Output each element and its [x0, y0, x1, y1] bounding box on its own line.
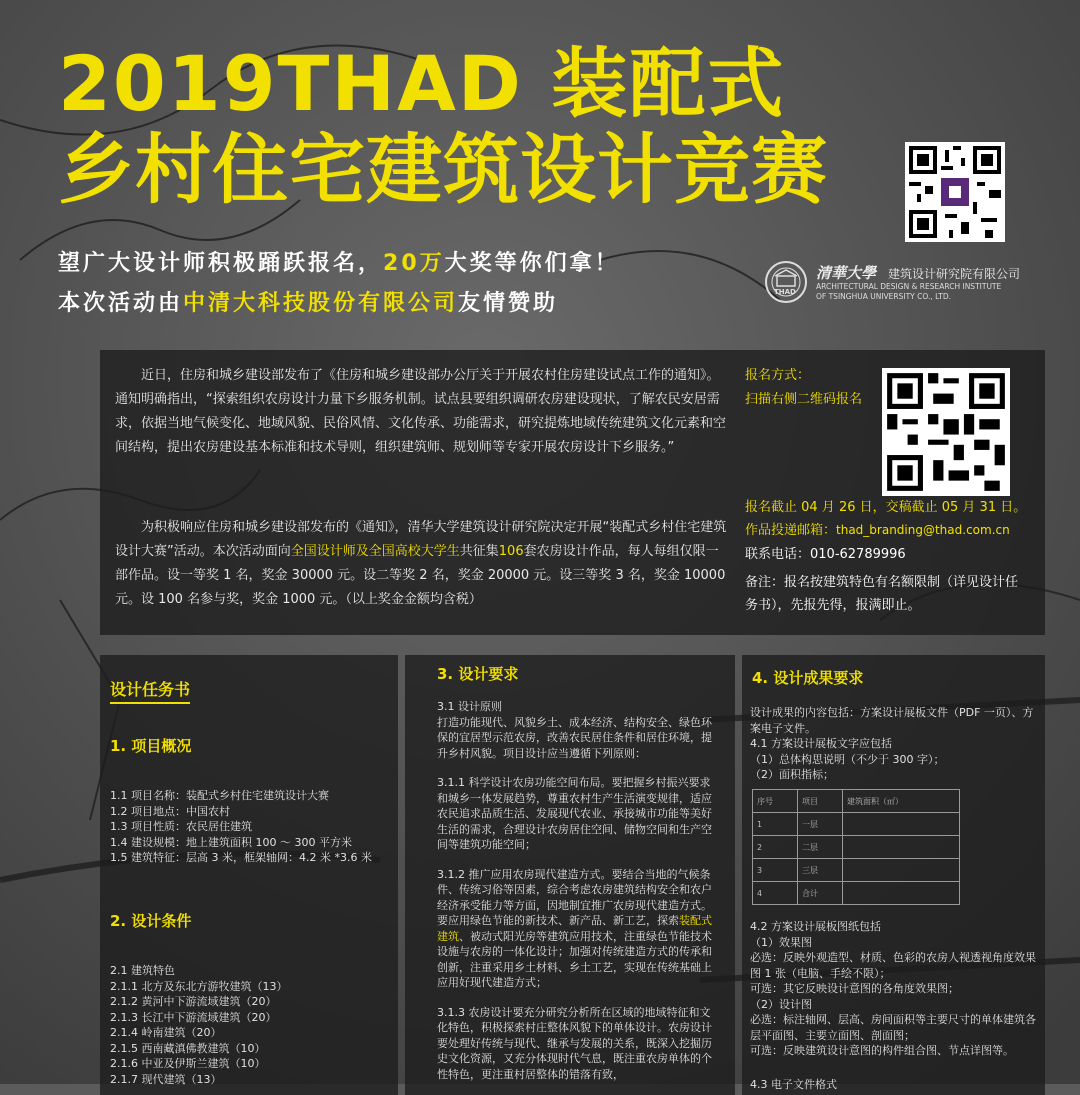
table-cell: 4: [753, 882, 798, 905]
table-cell: 1: [753, 813, 798, 836]
paragraph: 设计成果的内容包括：方案设计展板文件（PDF 一页）、方案电子文件。: [750, 706, 1034, 735]
logo-badge: THAD: [774, 288, 796, 296]
thad-logo: [764, 258, 1026, 308]
logo-org-en-1: ARCHITECTURAL DESIGN & RESEARCH INSTITUTE: [816, 282, 1002, 291]
list-item: 2.1.6 中亚及伊斯兰建筑（10）: [110, 1057, 266, 1070]
logo-org-cn: 建筑设计研究院有限公司: [888, 267, 1021, 281]
table-cell: [843, 836, 960, 859]
table-row: [753, 836, 960, 859]
table-cell: 3: [753, 859, 798, 882]
list-item: 1.1 项目名称：装配式乡村住宅建筑设计大赛: [110, 789, 329, 802]
logo-name-cn: 清華大學: [816, 264, 877, 282]
intro-text: 共征集: [459, 544, 499, 559]
table-header: 序号: [753, 790, 798, 813]
paragraph: 可选：反映建筑设计意图的构件组合图、节点详图等。: [750, 1044, 1014, 1057]
signup-label: 报名方式：: [745, 368, 811, 383]
list-item: 2.1 建筑特色: [110, 964, 175, 977]
paragraph-text: 3.1.2 推广应用农房现代建造方式。要结合当地的气候条件、传统习俗等因素，综合考虑农房建筑结构安全和农户经济承受能力等方面，因地制宜推广农房现代建造方式。要应用绿色节能的新技术、新产品、新工艺，探索: [437, 867, 712, 927]
task-book-column: [100, 655, 398, 1095]
subtitle-text: 本次活动由: [58, 291, 184, 316]
university-seal-icon: [764, 260, 808, 304]
logo-org-en-2: OF TSINGHUA UNIVERSITY CO., LTD.: [816, 292, 952, 301]
table-header: 建筑面积（㎡）: [843, 790, 960, 813]
list-item: 2.1.2 黄河中下游流域建筑（20）: [110, 995, 277, 1008]
paragraph: 必选：标注轴网、层高、房间面积等主要尺寸的单体建筑各层平面图、主要立面图、剖面图；: [750, 1013, 1036, 1042]
task-book-heading: 设计任务书: [110, 677, 190, 704]
paragraph: 3.1.3 农房设计要充分研究分析所在区域的地域特征和文化特色，积极探索村庄整体风貌下的单体设计。农房设计要处理好传统与现代、继承与发展的关系，既深入挖掘历史文化资源，又充分体现时代气息，既注重农房单体的个性特色，更注重村居整体的错落有致，: [437, 1005, 712, 1081]
design-requirements-heading: 3. 设计要求: [437, 665, 519, 683]
paragraph: 4.2 方案设计展板图纸包括: [750, 920, 881, 933]
paragraph: [437, 867, 717, 991]
title-line-1: 2019THAD 装配式: [58, 39, 786, 128]
subtitle-text: 望广大设计师积极踊跃报名，: [58, 251, 384, 276]
list-item: 1.3 项目性质：农民居住建筑: [110, 820, 252, 833]
table-cell: [843, 813, 960, 836]
design-requirements-column: [405, 655, 735, 1095]
design-conditions-heading: 2. 设计条件: [110, 912, 192, 930]
email-link[interactable]: thad_branding@thad.com.cn: [836, 523, 1010, 537]
subtitle-line-2: [58, 286, 558, 317]
paragraph-text: 、被动式阳光房等建筑应用技术，注重绿色节能技术设施与农房的一体化设计；加强对传统建造方式的传承和创新，注重采用乡土材料、乡土工艺，实现在传统基础上应用好现代建造方式；: [437, 929, 712, 989]
signup-deadline: 报名截止 04 月 26 日，交稿截止 05 月 31 日。: [745, 500, 1027, 515]
table-header: 项目: [798, 790, 843, 813]
subtitle-text: 友情赞助: [458, 291, 559, 316]
paragraph: 打造功能现代、风貌乡土、成本经济、结构安全、绿色环保的宜居型示范农房，改善农民居住条件和居住环境，提升乡村风貌。项目设计应当遵循下列原则：: [437, 715, 712, 760]
deliverables-text-top: [750, 705, 1040, 783]
top-qr-code[interactable]: [905, 142, 1005, 242]
project-overview-list: [110, 788, 395, 866]
paragraph: 3.1.1 科学设计农房功能空间布局。要把握乡村振兴要求和城乡一体发展趋势，尊重农村生产生活演变规律，适应农民追求品质生活、发展现代农业、承接城市功能等美好生活的需求，合理设计农房居住空间、储物空间和生产空间等建筑功能空间；: [437, 776, 712, 851]
intro-text: 套农房设计作品，每人每组仅限一部作品。设一等奖 1 名，奖金 30000 元。设二等奖 2 名，奖金 20000 元。设三等奖 3 名，奖金 10000 元。设 100 名参与奖，奖金 1000 元。（以上奖金金额均含税）: [115, 544, 726, 607]
table-cell: 一层: [798, 813, 843, 836]
list-item: 2.1.4 岭南建筑（20）: [110, 1026, 222, 1039]
sponsor-highlight: 中清大科技股份有限公司: [183, 291, 459, 316]
list-item: 1.5 建筑特征：层高 3 米，框架轴网：4.2 米 *3.6 米: [110, 851, 372, 864]
paragraph: 3.1 设计原则: [437, 700, 502, 713]
paragraph: 4.1 方案设计展板文字应包括: [750, 737, 892, 750]
list-item: 2.1.1 北方及东北方游牧建筑（13）: [110, 979, 288, 993]
table-row: [753, 859, 960, 882]
deliverables-heading: 4. 设计成果要求: [752, 669, 864, 687]
deliverables-column: [742, 655, 1045, 1095]
title-line-2: 乡村住宅建筑设计竞赛: [58, 125, 828, 214]
paragraph: （2）面积指标；: [750, 768, 834, 781]
intro-paragraph-1: 近日，住房和城乡建设部发布了《住房和城乡建设部办公厅关于开展农村住房建设试点工作的通知》。通知明确指出，“探索组织农房设计力量下乡服务机制。试点县要组织调研农房建设现状，了解农民安居需求，依据当地气候变化、地域风貌、民俗风情、文化传承、功能需求，研究提炼地域传统建筑文化元素和空间结构，提出农房建设基本标准和技术导则，组织建筑师、规划师等专家开展农房设计下乡服务。”: [115, 368, 727, 455]
subtitle-line-1: [58, 246, 620, 277]
table-cell: 三层: [798, 859, 843, 882]
table-cell: 合计: [798, 882, 843, 905]
signup-qr-code[interactable]: [882, 368, 1010, 496]
list-item: 1.4 建设规模：地上建筑面积 100 ～ 300 平方米: [110, 835, 352, 849]
list-item: 2.1.5 西南藏滇佛教建筑（10）: [110, 1041, 266, 1055]
signup-method: 扫描右侧二维码报名: [745, 392, 863, 407]
paragraph: （1）总体构思说明（不少于 300 字）；: [750, 752, 945, 766]
table-header-row: [753, 790, 960, 813]
intro-panel: [100, 350, 1045, 635]
signup-email-line: [745, 519, 1040, 542]
deliverables-text-bottom: [750, 919, 1040, 1092]
table-row: [753, 882, 960, 905]
area-table: [752, 789, 960, 905]
list-item: 2.1.3 长江中下游流域建筑（20）: [110, 1010, 277, 1024]
project-overview-heading: 1. 项目概况: [110, 737, 192, 755]
email-label: 作品投递邮箱：: [745, 523, 837, 538]
count-highlight: 106: [498, 544, 524, 559]
table-cell: 2: [753, 836, 798, 859]
design-requirements-text: [437, 699, 717, 1082]
intro-text: 为积极响应住房和城乡建设部发布的《通知》，清华大学建筑设计研究院决定开展“装配式乡村住宅建筑设计大赛”活动。本次活动面向: [115, 520, 727, 559]
table-cell: 二层: [798, 836, 843, 859]
signup-note: 备注：报名按建筑特色有名额限制（详见设计任务书），先报先得，报满即止。: [745, 575, 1019, 613]
paragraph: 必选：反映外观造型、材质、色彩的农房人视透视角度效果图 1 张（电脑、手绘不限）；: [750, 951, 1036, 980]
paragraph: 可选：其它反映设计意图的各角度效果图；: [750, 982, 959, 995]
paragraph: （1）效果图: [750, 935, 812, 949]
design-conditions-list: [110, 963, 395, 1087]
table-row: [753, 813, 960, 836]
list-item: 2.1.7 现代建筑（13）: [110, 1072, 222, 1086]
intro-paragraph-2: [115, 516, 727, 612]
list-item: 1.2 项目地点：中国农村: [110, 804, 230, 818]
target-audience-highlight: 全国设计师及全国高校大学生: [290, 544, 460, 559]
table-cell: [843, 859, 960, 882]
table-cell: [843, 882, 960, 905]
subtitle-text: 大奖等你们拿！: [444, 251, 620, 276]
signup-phone: 联系电话：010-62789996: [745, 547, 906, 562]
paragraph: （2）设计图: [750, 997, 812, 1011]
prefab-highlight: 装配式建筑: [437, 914, 712, 943]
prize-highlight: 20万: [383, 251, 445, 276]
paragraph: 4.3 电子文件格式: [750, 1077, 837, 1091]
